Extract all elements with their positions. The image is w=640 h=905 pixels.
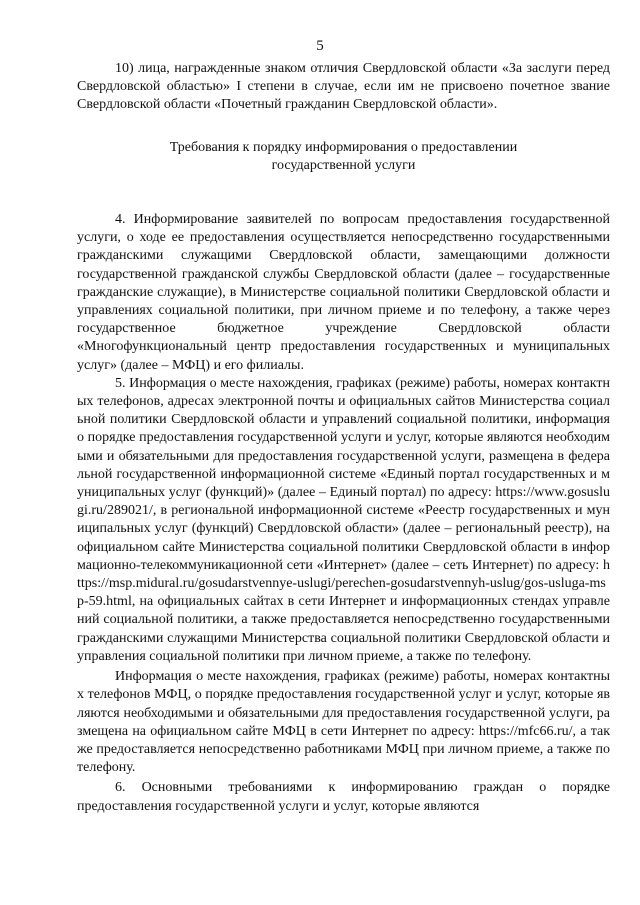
paragraph-mfc-info: Информация о месте нахождения, графиках (режиме) работы, номерах контактных телефонов МФЦ, о порядке предоставления государственной услуг и услуг, которые являются необходимыми и обязательными для предоставления государственной услуги, размещена на официальном сайте МФЦ в сети Интернет по адресу: https://mfc66.ru/, а также предоставляется непосредственно работниками МФЦ при личном приеме, а также по телефону. — [77, 669, 610, 776]
document-body — [77, 60, 610, 816]
spacer — [77, 175, 610, 211]
paragraph-5: 5. Информация о месте нахождения, графиках (режиме) работы, номерах контактных телефонов, адресах электронной почты и официальных сайтов Министерства социальной политики Свердловской области и управлений социальной политики, информация о порядке предоставления государственной услуги и услуг, которые являются необходимыми и обязательными для предоставления государственной услуги, размещена в федеральной государственной информационной системе «Единый портал государственных и муниципальных услуг (функций)» (далее – Единый портал) по адресу: https://www.gosuslugi.ru/289021/, в региональной информационной системе «Реестр государственных и муниципальных услуг (функций) Свердловской области» (далее – региональный реестр), на официальном сайте Министерства социальной политики Свердловской области в информационно-телекоммуникационной сети «Интернет» (далее – сеть Интернет) по адресу: https://msp.midural.ru/gosudarstvennye-uslugi/perechen-gosudarstvennyh-uslug/gos-usluga-msp-59.html, на официальных сайтах в сети Интернет и информационных стендах управлений социальной политики, а также предоставляется непосредственно государственными гражданскими служащими Министерства социальной политики Свердловской области и управления социальной политики при личном приеме, а также по телефону. — [77, 375, 610, 664]
page-number: 5 — [316, 38, 324, 54]
section-heading-line-1: Требования к порядку информирования о предоставлении — [169, 139, 518, 155]
paragraph-6: 6. Основными требованиями к информированию граждан о порядке предоставления государственной услуги и услуг, которые являются — [77, 780, 610, 814]
paragraph-item-10: 10) лица, награжденные знаком отличия Свердловской области «За заслуги перед Свердловской областью» I степени в случае, если им не присвоено почетное звание Свердловской области «Почетный гражданин Свердловской области». — [77, 61, 610, 113]
paragraph-4: 4. Информирование заявителей по вопросам предоставления государственной услуги, о ходе ее предоставления осуществляется непосредственно государственными гражданскими служащими Свердловской области, замещающими должности государственной гражданской службы Свердловской области (далее – государственные гражданские служащие), в Министерстве социальной политики Свердловской области и управлениях социальной политики, при личном приеме и по телефону, а также через государственное бюджетное учреждение Свердловской области «Многофункциональный центр предоставления государственных и муниципальных услуг» (далее – МФЦ) и его филиалы. — [77, 212, 610, 373]
spacer — [77, 115, 610, 139]
section-heading-line-2: государственной услуги — [271, 157, 416, 173]
section-heading — [77, 139, 610, 175]
